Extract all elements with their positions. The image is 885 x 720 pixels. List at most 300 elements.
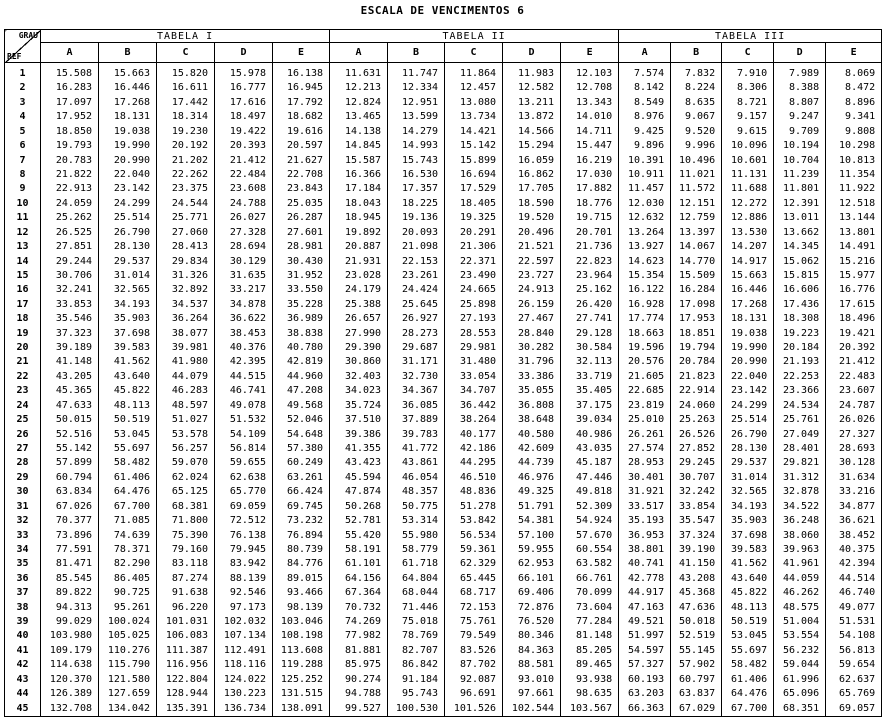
value-cell: 138.091 bbox=[273, 701, 330, 717]
value-cell: 37.324 bbox=[671, 528, 722, 542]
table-row bbox=[5, 312, 882, 326]
value-cell: 29.244 bbox=[41, 254, 99, 268]
table-row bbox=[5, 355, 882, 369]
value-cell: 67.700 bbox=[99, 499, 157, 513]
value-cell: 28.981 bbox=[273, 239, 330, 253]
value-cell: 54.648 bbox=[273, 427, 330, 441]
value-cell: 85.205 bbox=[561, 643, 619, 657]
value-cell: 33.853 bbox=[41, 297, 99, 311]
column-header-a: A bbox=[619, 43, 671, 63]
table-row bbox=[5, 441, 882, 455]
value-cell: 48.357 bbox=[388, 485, 445, 499]
value-cell: 22.913 bbox=[41, 182, 99, 196]
value-cell: 34.193 bbox=[99, 297, 157, 311]
value-cell: 25.645 bbox=[388, 297, 445, 311]
value-cell: 38.264 bbox=[445, 412, 503, 426]
ref-cell: 41 bbox=[5, 643, 41, 657]
value-cell: 88.581 bbox=[503, 658, 561, 672]
value-cell: 49.521 bbox=[619, 614, 671, 628]
value-cell: 59.955 bbox=[503, 542, 561, 556]
value-cell: 50.015 bbox=[41, 412, 99, 426]
grau-ref-corner bbox=[5, 30, 41, 63]
value-cell: 8.976 bbox=[619, 110, 671, 124]
table-row bbox=[5, 81, 882, 95]
value-cell: 43.208 bbox=[671, 571, 722, 585]
column-header-d: D bbox=[774, 43, 826, 63]
value-cell: 18.131 bbox=[99, 110, 157, 124]
value-cell: 13.397 bbox=[671, 225, 722, 239]
value-cell: 12.457 bbox=[445, 81, 503, 95]
value-cell: 22.371 bbox=[445, 254, 503, 268]
value-cell: 18.851 bbox=[671, 326, 722, 340]
value-cell: 42.778 bbox=[619, 571, 671, 585]
value-cell: 46.054 bbox=[388, 470, 445, 484]
value-cell: 11.131 bbox=[722, 167, 774, 181]
value-cell: 26.657 bbox=[330, 312, 388, 326]
value-cell: 27.467 bbox=[503, 312, 561, 326]
ref-cell: 6 bbox=[5, 138, 41, 152]
value-cell: 72.153 bbox=[445, 600, 503, 614]
value-cell: 41.562 bbox=[722, 557, 774, 571]
value-cell: 16.284 bbox=[671, 283, 722, 297]
ref-cell: 28 bbox=[5, 456, 41, 470]
value-cell: 82.707 bbox=[388, 643, 445, 657]
value-cell: 39.583 bbox=[99, 340, 157, 354]
value-cell: 103.567 bbox=[561, 701, 619, 717]
value-cell: 12.632 bbox=[619, 211, 671, 225]
table-row bbox=[5, 398, 882, 412]
value-cell: 9.615 bbox=[722, 124, 774, 138]
ref-label: REF bbox=[7, 52, 22, 61]
table-row bbox=[5, 239, 882, 253]
value-cell: 38.452 bbox=[826, 528, 882, 542]
value-cell: 24.534 bbox=[774, 398, 826, 412]
value-cell: 21.736 bbox=[561, 239, 619, 253]
value-cell: 51.997 bbox=[619, 629, 671, 643]
value-cell: 30.129 bbox=[215, 254, 273, 268]
ref-cell: 18 bbox=[5, 312, 41, 326]
value-cell: 26.525 bbox=[41, 225, 99, 239]
value-cell: 57.327 bbox=[619, 658, 671, 672]
value-cell: 22.483 bbox=[826, 369, 882, 383]
value-cell: 98.139 bbox=[273, 600, 330, 614]
value-cell: 26.790 bbox=[99, 225, 157, 239]
value-cell: 14.279 bbox=[388, 124, 445, 138]
value-cell: 38.453 bbox=[215, 326, 273, 340]
value-cell: 17.268 bbox=[99, 95, 157, 109]
value-cell: 128.944 bbox=[157, 687, 215, 701]
value-cell: 13.211 bbox=[503, 95, 561, 109]
table-row bbox=[5, 369, 882, 383]
value-cell: 33.217 bbox=[215, 283, 273, 297]
ref-cell: 30 bbox=[5, 485, 41, 499]
ref-cell: 26 bbox=[5, 427, 41, 441]
value-cell: 68.717 bbox=[445, 586, 503, 600]
value-cell: 75.761 bbox=[445, 614, 503, 628]
value-cell: 134.042 bbox=[99, 701, 157, 717]
value-cell: 13.080 bbox=[445, 95, 503, 109]
value-cell: 77.982 bbox=[330, 629, 388, 643]
value-cell: 59.655 bbox=[215, 456, 273, 470]
value-cell: 27.990 bbox=[330, 326, 388, 340]
value-cell: 59.070 bbox=[157, 456, 215, 470]
value-cell: 19.421 bbox=[826, 326, 882, 340]
table-row bbox=[5, 687, 882, 701]
value-cell: 14.010 bbox=[561, 110, 619, 124]
value-cell: 21.605 bbox=[619, 369, 671, 383]
value-cell: 11.021 bbox=[671, 167, 722, 181]
value-cell: 54.924 bbox=[561, 513, 619, 527]
value-cell: 23.375 bbox=[157, 182, 215, 196]
value-cell: 18.776 bbox=[561, 196, 619, 210]
value-cell: 8.388 bbox=[774, 81, 826, 95]
value-cell: 26.287 bbox=[273, 211, 330, 225]
value-cell: 13.872 bbox=[503, 110, 561, 124]
value-cell: 18.850 bbox=[41, 124, 99, 138]
value-cell: 30.584 bbox=[561, 340, 619, 354]
table-row bbox=[5, 456, 882, 470]
value-cell: 14.491 bbox=[826, 239, 882, 253]
value-cell: 66.761 bbox=[561, 571, 619, 585]
value-cell: 8.472 bbox=[826, 81, 882, 95]
value-cell: 9.425 bbox=[619, 124, 671, 138]
value-cell: 29.128 bbox=[561, 326, 619, 340]
value-cell: 10.194 bbox=[774, 138, 826, 152]
value-cell: 78.371 bbox=[99, 542, 157, 556]
value-cell: 64.476 bbox=[722, 687, 774, 701]
value-cell: 59.654 bbox=[826, 658, 882, 672]
value-cell: 62.024 bbox=[157, 470, 215, 484]
value-cell: 67.026 bbox=[41, 499, 99, 513]
value-cell: 17.615 bbox=[826, 297, 882, 311]
value-cell: 10.391 bbox=[619, 153, 671, 167]
value-cell: 12.272 bbox=[722, 196, 774, 210]
table-row bbox=[5, 528, 882, 542]
value-cell: 98.635 bbox=[561, 687, 619, 701]
value-cell: 85.545 bbox=[41, 571, 99, 585]
value-cell: 13.144 bbox=[826, 211, 882, 225]
ref-cell: 39 bbox=[5, 614, 41, 628]
value-cell: 8.721 bbox=[722, 95, 774, 109]
value-cell: 8.807 bbox=[774, 95, 826, 109]
value-cell: 29.245 bbox=[671, 456, 722, 470]
value-cell: 23.142 bbox=[99, 182, 157, 196]
value-cell: 39.034 bbox=[561, 412, 619, 426]
value-cell: 37.889 bbox=[388, 412, 445, 426]
value-cell: 27.328 bbox=[215, 225, 273, 239]
value-cell: 125.252 bbox=[273, 672, 330, 686]
value-cell: 21.521 bbox=[503, 239, 561, 253]
value-cell: 13.662 bbox=[774, 225, 826, 239]
value-cell: 11.983 bbox=[503, 63, 561, 81]
value-cell: 67.029 bbox=[671, 701, 722, 717]
ref-cell: 20 bbox=[5, 340, 41, 354]
ref-cell: 3 bbox=[5, 95, 41, 109]
value-cell: 49.818 bbox=[561, 485, 619, 499]
value-cell: 18.945 bbox=[330, 211, 388, 225]
value-cell: 54.381 bbox=[503, 513, 561, 527]
value-cell: 107.134 bbox=[215, 629, 273, 643]
value-cell: 67.364 bbox=[330, 586, 388, 600]
value-cell: 63.837 bbox=[671, 687, 722, 701]
value-cell: 48.113 bbox=[722, 600, 774, 614]
value-cell: 25.514 bbox=[722, 412, 774, 426]
value-cell: 72.876 bbox=[503, 600, 561, 614]
value-cell: 77.284 bbox=[561, 614, 619, 628]
value-cell: 56.232 bbox=[774, 643, 826, 657]
value-cell: 11.354 bbox=[826, 167, 882, 181]
value-cell: 30.707 bbox=[671, 470, 722, 484]
value-cell: 16.776 bbox=[826, 283, 882, 297]
value-cell: 44.514 bbox=[826, 571, 882, 585]
value-cell: 30.430 bbox=[273, 254, 330, 268]
value-cell: 9.157 bbox=[722, 110, 774, 124]
value-cell: 35.903 bbox=[722, 513, 774, 527]
value-cell: 26.027 bbox=[215, 211, 273, 225]
value-cell: 45.822 bbox=[722, 586, 774, 600]
value-cell: 86.842 bbox=[388, 658, 445, 672]
value-cell: 14.711 bbox=[561, 124, 619, 138]
value-cell: 35.546 bbox=[41, 312, 99, 326]
value-cell: 27.851 bbox=[41, 239, 99, 253]
value-cell: 30.128 bbox=[826, 456, 882, 470]
value-cell: 19.038 bbox=[99, 124, 157, 138]
value-cell: 57.380 bbox=[273, 441, 330, 455]
value-cell: 75.390 bbox=[157, 528, 215, 542]
value-cell: 7.989 bbox=[774, 63, 826, 81]
ref-cell: 19 bbox=[5, 326, 41, 340]
ref-cell: 31 bbox=[5, 499, 41, 513]
value-cell: 41.772 bbox=[388, 441, 445, 455]
value-cell: 17.357 bbox=[388, 182, 445, 196]
table-row bbox=[5, 283, 882, 297]
value-cell: 10.496 bbox=[671, 153, 722, 167]
value-cell: 40.580 bbox=[503, 427, 561, 441]
value-cell: 19.892 bbox=[330, 225, 388, 239]
value-cell: 44.295 bbox=[445, 456, 503, 470]
value-cell: 29.981 bbox=[445, 340, 503, 354]
value-cell: 90.274 bbox=[330, 672, 388, 686]
table-row bbox=[5, 672, 882, 686]
value-cell: 28.130 bbox=[722, 441, 774, 455]
value-cell: 12.518 bbox=[826, 196, 882, 210]
ref-cell: 12 bbox=[5, 225, 41, 239]
value-cell: 32.730 bbox=[388, 369, 445, 383]
value-cell: 136.734 bbox=[215, 701, 273, 717]
value-cell: 48.597 bbox=[157, 398, 215, 412]
value-cell: 16.694 bbox=[445, 167, 503, 181]
value-cell: 24.788 bbox=[215, 196, 273, 210]
value-cell: 9.808 bbox=[826, 124, 882, 138]
value-cell: 29.537 bbox=[722, 456, 774, 470]
value-cell: 39.981 bbox=[157, 340, 215, 354]
value-cell: 94.313 bbox=[41, 600, 99, 614]
value-cell: 68.381 bbox=[157, 499, 215, 513]
value-cell: 50.519 bbox=[722, 614, 774, 628]
value-cell: 15.820 bbox=[157, 63, 215, 81]
value-cell: 18.497 bbox=[215, 110, 273, 124]
value-cell: 79.549 bbox=[445, 629, 503, 643]
group-header-tabela-ii: TABELA II bbox=[330, 30, 619, 43]
value-cell: 11.457 bbox=[619, 182, 671, 196]
value-cell: 23.490 bbox=[445, 268, 503, 282]
table-row bbox=[5, 600, 882, 614]
value-cell: 58.779 bbox=[388, 542, 445, 556]
value-cell: 14.207 bbox=[722, 239, 774, 253]
value-cell: 18.590 bbox=[503, 196, 561, 210]
value-cell: 97.173 bbox=[215, 600, 273, 614]
value-cell: 61.406 bbox=[722, 672, 774, 686]
value-cell: 9.996 bbox=[671, 138, 722, 152]
value-cell: 20.990 bbox=[99, 153, 157, 167]
value-cell: 15.977 bbox=[826, 268, 882, 282]
ref-cell: 16 bbox=[5, 283, 41, 297]
value-cell: 43.640 bbox=[722, 571, 774, 585]
ref-cell: 27 bbox=[5, 441, 41, 455]
value-cell: 58.191 bbox=[330, 542, 388, 556]
grau-label: GRAU bbox=[18, 31, 38, 40]
value-cell: 65.769 bbox=[826, 687, 882, 701]
column-header-b: B bbox=[388, 43, 445, 63]
value-cell: 17.030 bbox=[561, 167, 619, 181]
value-cell: 38.648 bbox=[503, 412, 561, 426]
value-cell: 80.739 bbox=[273, 542, 330, 556]
value-cell: 44.960 bbox=[273, 369, 330, 383]
group-header-tabela-iii: TABELA III bbox=[619, 30, 882, 43]
ref-cell: 15 bbox=[5, 268, 41, 282]
value-cell: 20.393 bbox=[215, 138, 273, 152]
value-cell: 22.685 bbox=[619, 384, 671, 398]
value-cell: 43.035 bbox=[561, 441, 619, 455]
value-cell: 21.412 bbox=[826, 355, 882, 369]
value-cell: 10.911 bbox=[619, 167, 671, 181]
column-header-d: D bbox=[503, 43, 561, 63]
value-cell: 31.312 bbox=[774, 470, 826, 484]
value-cell: 121.580 bbox=[99, 672, 157, 686]
value-cell: 19.616 bbox=[273, 124, 330, 138]
value-cell: 34.522 bbox=[774, 499, 826, 513]
table-row bbox=[5, 513, 882, 527]
value-cell: 65.125 bbox=[157, 485, 215, 499]
column-header-e: E bbox=[561, 43, 619, 63]
value-cell: 39.783 bbox=[388, 427, 445, 441]
value-cell: 55.420 bbox=[330, 528, 388, 542]
value-cell: 103.046 bbox=[273, 614, 330, 628]
value-cell: 19.990 bbox=[99, 138, 157, 152]
ref-cell: 24 bbox=[5, 398, 41, 412]
ref-cell: 36 bbox=[5, 571, 41, 585]
value-cell: 24.544 bbox=[157, 196, 215, 210]
value-cell: 17.882 bbox=[561, 182, 619, 196]
value-cell: 101.526 bbox=[445, 701, 503, 717]
value-cell: 28.130 bbox=[99, 239, 157, 253]
value-cell: 18.314 bbox=[157, 110, 215, 124]
value-cell: 99.527 bbox=[330, 701, 388, 717]
value-cell: 27.852 bbox=[671, 441, 722, 455]
value-cell: 27.741 bbox=[561, 312, 619, 326]
value-cell: 22.597 bbox=[503, 254, 561, 268]
value-cell: 16.283 bbox=[41, 81, 99, 95]
value-cell: 14.566 bbox=[503, 124, 561, 138]
value-cell: 23.819 bbox=[619, 398, 671, 412]
value-cell: 12.391 bbox=[774, 196, 826, 210]
value-cell: 34.877 bbox=[826, 499, 882, 513]
value-cell: 23.142 bbox=[722, 384, 774, 398]
value-cell: 53.045 bbox=[99, 427, 157, 441]
ref-cell: 43 bbox=[5, 672, 41, 686]
value-cell: 17.436 bbox=[774, 297, 826, 311]
ref-cell: 5 bbox=[5, 124, 41, 138]
value-cell: 30.282 bbox=[503, 340, 561, 354]
value-cell: 81.148 bbox=[561, 629, 619, 643]
ref-cell: 17 bbox=[5, 297, 41, 311]
value-cell: 12.151 bbox=[671, 196, 722, 210]
value-cell: 87.702 bbox=[445, 658, 503, 672]
value-cell: 61.718 bbox=[388, 557, 445, 571]
ref-cell: 42 bbox=[5, 658, 41, 672]
ref-cell: 25 bbox=[5, 412, 41, 426]
value-cell: 60.794 bbox=[41, 470, 99, 484]
table-row bbox=[5, 167, 882, 181]
value-cell: 28.694 bbox=[215, 239, 273, 253]
value-cell: 13.927 bbox=[619, 239, 671, 253]
value-cell: 91.184 bbox=[388, 672, 445, 686]
table-row bbox=[5, 124, 882, 138]
value-cell: 112.491 bbox=[215, 643, 273, 657]
value-cell: 20.093 bbox=[388, 225, 445, 239]
value-cell: 62.329 bbox=[445, 557, 503, 571]
value-cell: 47.163 bbox=[619, 600, 671, 614]
ref-cell: 8 bbox=[5, 167, 41, 181]
value-cell: 115.790 bbox=[99, 658, 157, 672]
value-cell: 65.096 bbox=[774, 687, 826, 701]
value-cell: 50.775 bbox=[388, 499, 445, 513]
table-body bbox=[5, 63, 882, 717]
value-cell: 13.264 bbox=[619, 225, 671, 239]
value-cell: 13.530 bbox=[722, 225, 774, 239]
value-cell: 45.822 bbox=[99, 384, 157, 398]
value-cell: 33.386 bbox=[503, 369, 561, 383]
value-cell: 25.388 bbox=[330, 297, 388, 311]
table-row bbox=[5, 326, 882, 340]
value-cell: 73.604 bbox=[561, 600, 619, 614]
value-cell: 11.688 bbox=[722, 182, 774, 196]
value-cell: 74.269 bbox=[330, 614, 388, 628]
value-cell: 38.838 bbox=[273, 326, 330, 340]
value-cell: 41.980 bbox=[157, 355, 215, 369]
value-cell: 12.951 bbox=[388, 95, 445, 109]
value-cell: 11.864 bbox=[445, 63, 503, 81]
column-header-a: A bbox=[330, 43, 388, 63]
value-cell: 23.261 bbox=[388, 268, 445, 282]
value-cell: 21.931 bbox=[330, 254, 388, 268]
value-cell: 16.366 bbox=[330, 167, 388, 181]
value-cell: 12.886 bbox=[722, 211, 774, 225]
value-cell: 44.059 bbox=[774, 571, 826, 585]
value-cell: 20.887 bbox=[330, 239, 388, 253]
value-cell: 19.230 bbox=[157, 124, 215, 138]
value-cell: 35.903 bbox=[99, 312, 157, 326]
value-cell: 19.136 bbox=[388, 211, 445, 225]
value-cell: 37.698 bbox=[722, 528, 774, 542]
value-cell: 52.309 bbox=[561, 499, 619, 513]
value-cell: 33.719 bbox=[561, 369, 619, 383]
value-cell: 26.790 bbox=[722, 427, 774, 441]
value-cell: 47.874 bbox=[330, 485, 388, 499]
table-row bbox=[5, 268, 882, 282]
value-cell: 55.697 bbox=[99, 441, 157, 455]
value-cell: 31.171 bbox=[388, 355, 445, 369]
